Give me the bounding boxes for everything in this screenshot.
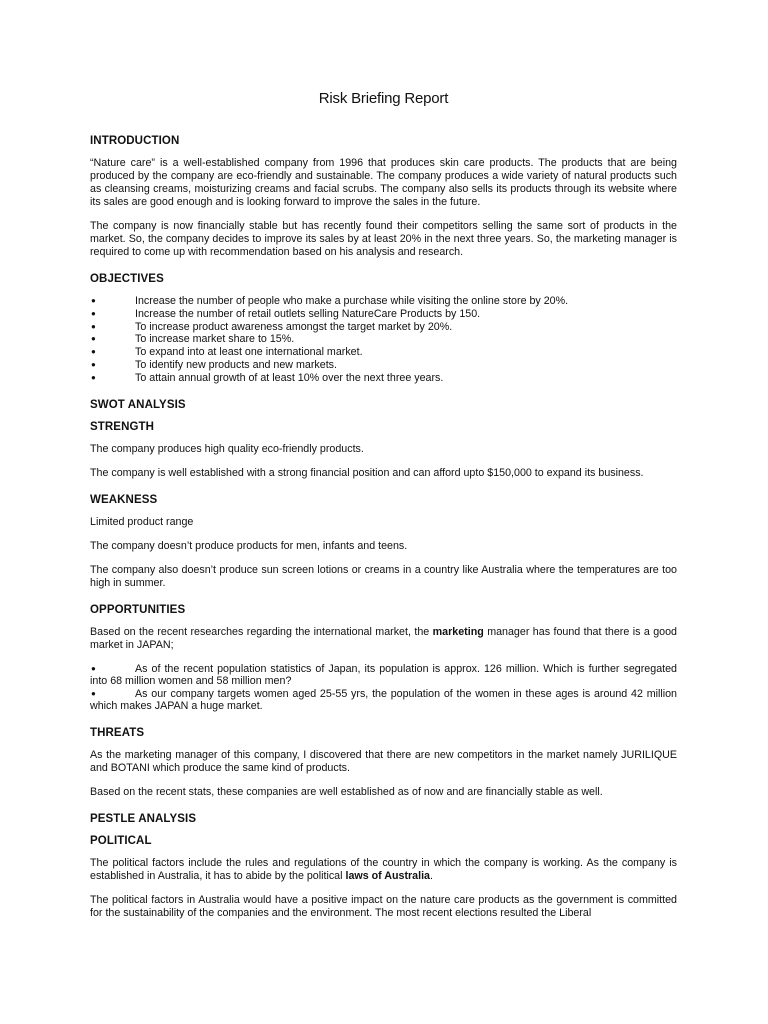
subsection-heading-weakness: WEAKNESS bbox=[90, 493, 158, 506]
bullet-icon: ● bbox=[91, 308, 96, 318]
strength-paragraph-1: The company produces high quality eco-friendly products. bbox=[90, 442, 364, 455]
bullet-icon: ● bbox=[91, 663, 96, 673]
bullet-icon: ● bbox=[91, 688, 96, 698]
list-item: ● To identify new products and new markets. bbox=[91, 358, 337, 371]
list-item: ● As our company targets women aged 25-55 yrs, the population of the women in these ages is around 42 million which makes JAPAN a huge market. bbox=[90, 687, 677, 713]
threats-paragraph-1: As the marketing manager of this company, I discovered that there are new competitors in the market namely JURILIQUE and BOTANI which produce the same kind of products. bbox=[90, 748, 677, 774]
political-paragraph-1: The political factors include the rules and regulations of the country in which the company is working. As the company is established in Australia, it has to abide by the political laws of Australia. bbox=[90, 856, 677, 882]
subsection-heading-threats: THREATS bbox=[90, 726, 145, 739]
section-heading-pestle: PESTLE ANALYSIS bbox=[90, 812, 197, 825]
list-item: ● Increase the number of retail outlets selling NatureCare Products by 150. bbox=[91, 307, 481, 320]
introduction-paragraph-1: “Nature care” is a well-established company from 1996 that produces skin care products. The products that are being produced by the company are eco-friendly and sustainable. The company produces a wide variety of natural products such as cleansing creams, moisturizing creams and facial scrubs. The company also sells its products through its website where its sales are good enough and is looking forward to improve the sales in the future. bbox=[90, 157, 677, 208]
marketing-emphasis: marketing bbox=[432, 625, 484, 638]
list-item: ● To expand into at least one international market. bbox=[91, 346, 363, 359]
list-item: ● Increase the number of people who make a purchase while visiting the online store by 20%. bbox=[91, 295, 569, 307]
list-item: ● To increase product awareness amongst the target market by 20%. bbox=[91, 320, 453, 333]
political-paragraph-2: The political factors in Australia would have a positive impact on the nature care products as the government is committed for the sustainability of the companies and the environment. The most recent elections resulted the Liberal bbox=[90, 893, 677, 919]
weakness-paragraph-3: The company also doesn’t produce sun screen lotions or creams in a country like Australia where the temperatures are too high in summer. bbox=[90, 563, 677, 589]
document-body bbox=[90, 90, 677, 931]
list-item: ● To attain annual growth of at least 10% over the next three years. bbox=[91, 371, 444, 384]
opportunities-list bbox=[90, 663, 677, 713]
bullet-icon: ● bbox=[91, 334, 96, 344]
objectives-list bbox=[90, 295, 677, 385]
bullet-icon: ● bbox=[91, 347, 96, 357]
subsection-heading-political: POLITICAL bbox=[90, 834, 152, 847]
subsection-heading-strength: STRENGTH bbox=[90, 420, 155, 433]
introduction-paragraph-2: The company is now financially stable but has recently found their competitors selling the same sort of products in the market. So, the company decides to improve its sales by at least 20% in the next three years. So, the marketing manager is required to come up with recommendation based on his analysis and research. bbox=[90, 220, 677, 258]
list-item: ● As of the recent population statistics of Japan, its population is approx. 126 million. Which is further segregated into 68 million women and 58 million men? bbox=[90, 662, 677, 688]
weakness-paragraph-1: Limited product range bbox=[90, 515, 194, 528]
opportunities-paragraph-1: Based on the recent researches regarding the international market, the marketing manager has found that there is a good market in JAPAN; bbox=[90, 625, 677, 651]
report-title: Risk Briefing Report bbox=[318, 90, 449, 107]
bullet-icon: ● bbox=[91, 321, 96, 331]
laws-emphasis: laws of Australia bbox=[345, 869, 431, 882]
section-heading-objectives: OBJECTIVES bbox=[90, 273, 164, 285]
threats-paragraph-2: Based on the recent stats, these companies are well established as of now and are financially stable as well. bbox=[90, 785, 603, 798]
strength-paragraph-2: The company is well established with a strong financial position and can afford upto $150,000 to expand its business. bbox=[90, 466, 644, 479]
section-heading-swot: SWOT ANALYSIS bbox=[90, 398, 186, 411]
bullet-icon: ● bbox=[91, 372, 96, 382]
bullet-icon: ● bbox=[91, 359, 96, 369]
subsection-heading-opportunities: OPPORTUNITIES bbox=[90, 603, 186, 616]
list-item: ● To increase market share to 15%. bbox=[91, 333, 295, 346]
weakness-paragraph-2: The company doesn’t produce products for men, infants and teens. bbox=[90, 539, 408, 552]
bullet-icon: ● bbox=[91, 296, 96, 305]
section-heading-introduction: INTRODUCTION bbox=[90, 135, 180, 147]
